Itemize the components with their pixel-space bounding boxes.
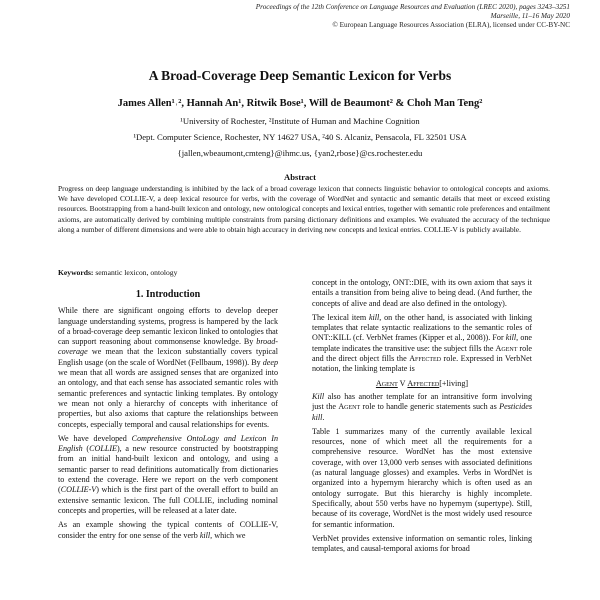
affiliation-addresses: ¹Dept. Computer Science, Rochester, NY 14627 USA, ²40 S. Alcaniz, Pensacola, FL 32501 USA (133, 132, 467, 142)
keywords-label: Keywords: (58, 268, 94, 277)
right-paragraph-5: VerbNet provides extensive information on semantic roles, linking templates, and causal-temporal axioms for broad (312, 533, 532, 554)
right-paragraph-3: Kill also has another template for an intransitive form involving just the Agent role to handle generic statements such as Pesticides kill. (312, 391, 532, 422)
abstract-text: Progress on deep language understanding is inhibited by the lack of a broad coverage lexicon that connects linguistic behavior to ontological concepts and axioms. We have developed COLLIE-V, a deep lexical resource for verbs, with the coverage of WordNet and syntactic and semantic details that meet or exceed existing resources. Bootstrapping from a hand-built lexicon and ontology, new ontological concepts and lexical entries, together with semantic role preferences and entailment axioms, are automatically derived by combining multiple constraints from parsing dictionary definitions and examples. We evaluated the accuracy of the technique along a number of different dimensions and were able to obtain high accuracy in deriving new concepts and lexical entries. COLLIE-V is publicly available. (58, 184, 550, 234)
intro-paragraph-2: We have developed Comprehensive OntoLogy and Lexicon In English (COLLIE), a new resource constructed by bootstrapping from an initial hand-built lexicon and ontology, and using a semantic parser to read definitions automatically from dictionaries to extend the coverage. Here we report on the verb component (COLLIE-V) which is the first part of the overall effort to build an extensive semantic lexicon. The full COLLIE, including nominal concepts and properties, will be released at a later date. (58, 433, 279, 515)
proceedings-line: Proceedings of the 12th Conference on Language Resources and Evaluation (LREC 2020), pages 3243–3251 (255, 3, 570, 11)
intro-paragraph-3: As an example showing the typical contents of COLLIE-V, consider the entry for one sense of the verb kill, which we (58, 520, 278, 540)
right-column (312, 278, 532, 558)
location-line: Marseille, 11–16 May 2020 (490, 12, 570, 20)
paper-title: A Broad-Coverage Deep Semantic Lexicon for Verbs (148, 68, 452, 83)
author-emails: {jallen,wbeaumont,cmteng}@ihmc.us, {yan2,rbose}@cs.rochester.edu (177, 148, 423, 158)
section-heading-introduction: 1. Introduction (135, 289, 201, 300)
linking-template-formula: Agent V Affected[+living] (375, 378, 469, 388)
right-paragraph-2: The lexical item kill, on the other hand, is associated with linking templates that relate syntactic realizations to the semantic roles of ONT::KILL (cf. VerbNet frames (Kipper et al., 2008)). For kill, one template indicates the transitive use: the subject fills the Agent role and the direct object fills the Affected role. Expressed in VerbNet notation, the linking template is (312, 312, 533, 374)
author-list: James Allen¹˒², Hannah An¹, Ritwik Bose¹, Will de Beaumont² & Choh Man Teng² (117, 98, 483, 109)
keywords (58, 268, 177, 277)
right-paragraph-1: concept in the ontology, ONT::DIE, with its own axiom that says it entails a transition from being alive to being dead. (And further, the concepts of alive and dead are also defined in the ontology). (312, 278, 532, 308)
intro-paragraph-1: While there are significant ongoing efforts to develop deeper language understanding systems, progress is hampered by the lack of a broad-coverage deep semantic lexicon linked to ontologies that can support reasoning about commonsense knowledge. By broad-coverage we mean that the lexicon substantially covers typical English usage (on the scale of WordNet (Fellbaum, 1998)). By deep we mean that all words are assigned senses that are organized into an ontology, and that each sense has associated semantic roles with semantic preferences and syntactic linking templates. By ontology we mean not only a hierarchy of concepts with inheritance of properties, but also axioms that capture the relationships between concepts, especially temporal and causal relationships for events. (58, 306, 278, 429)
abstract-heading: Abstract (284, 172, 316, 182)
proceedings-header (190, 3, 570, 30)
license-line: © European Language Resources Association (ELRA), licensed under CC-BY-NC (332, 21, 570, 29)
left-column (58, 278, 278, 545)
right-paragraph-4: Table 1 summarizes many of the currently available lexical resources, none of which meet all the requirements for a comprehensive resource. WordNet has the most extensive coverage, with over 13,000 verb senses with associated definitions (as natural language glosses) and examples. Verbs in WordNet is organized into a hypernym hierarchy which is often used as an ontology surrogate. But this hierarchy is highly incomplete. Specifically, about 550 verbs have no hypernym (supertype). Still, because of its coverage, WordNet is the most widely used resource for semantic information. (312, 426, 532, 529)
affiliation-institutions: ¹University of Rochester, ²Institute of Human and Machine Cognition (180, 116, 420, 126)
keywords-value: semantic lexicon, ontology (95, 268, 178, 277)
